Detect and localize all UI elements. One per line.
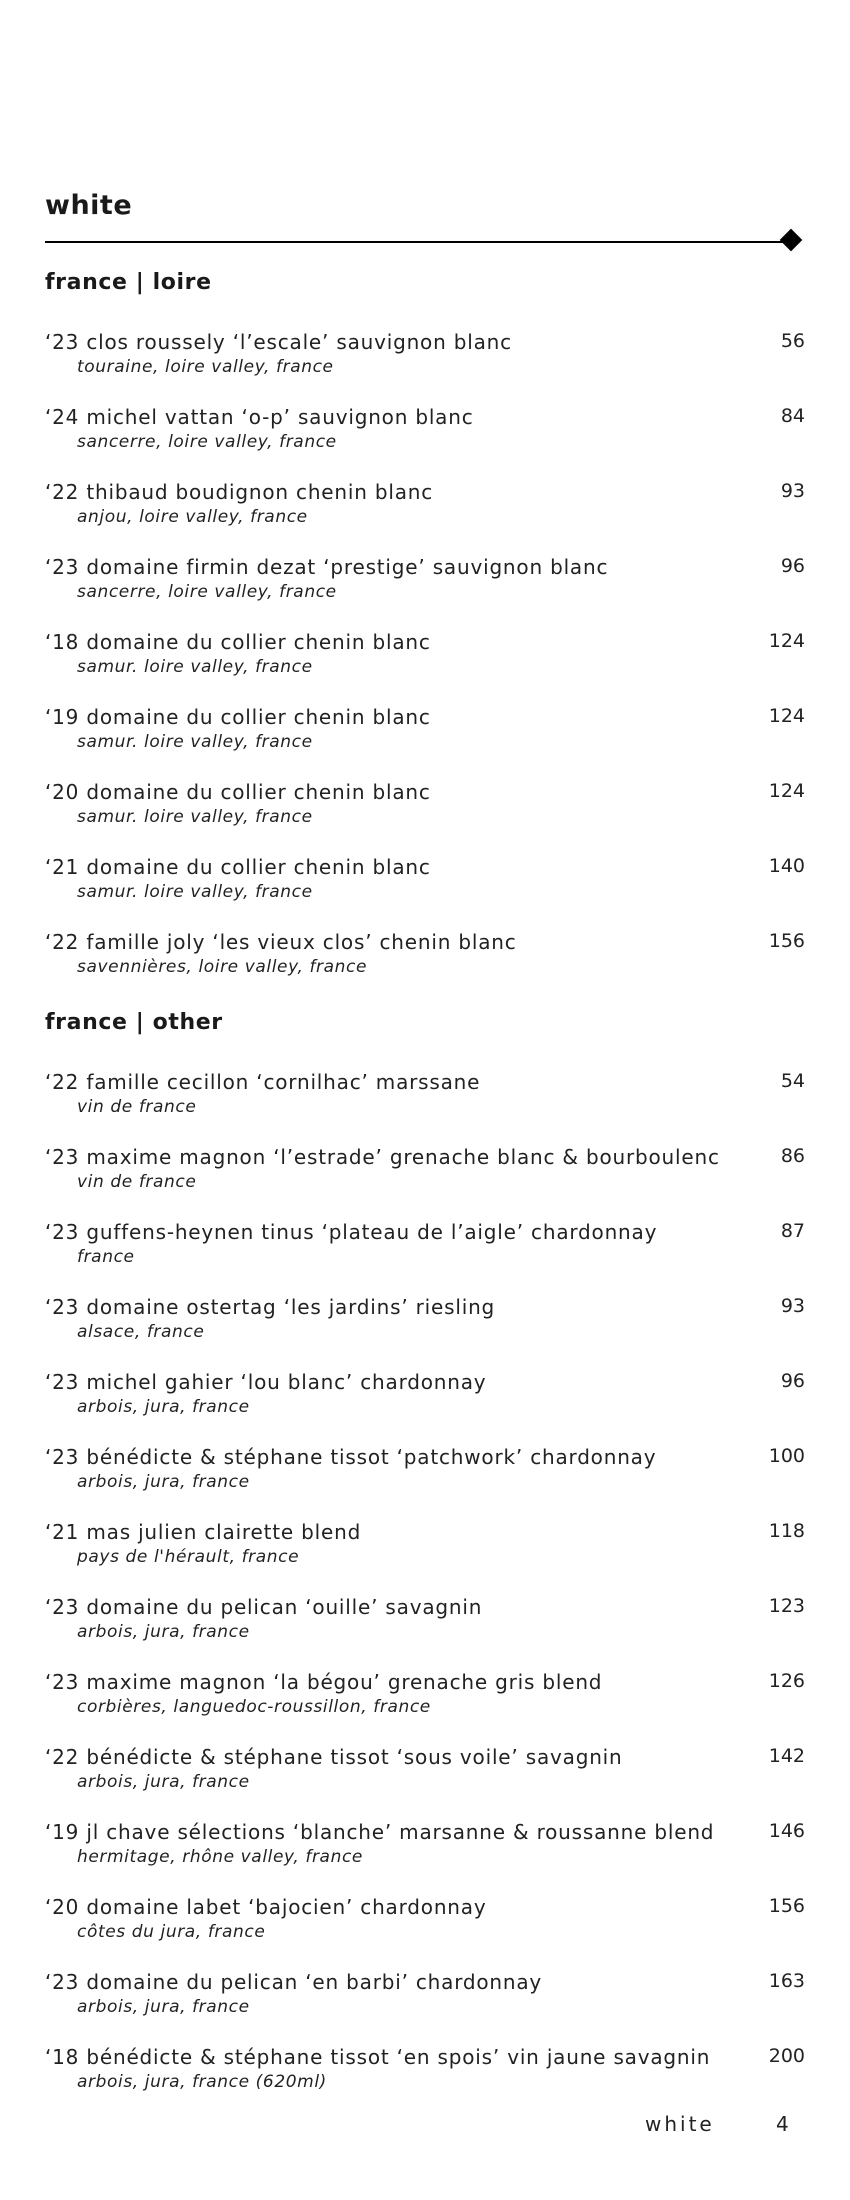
diamond-ornament-icon: [780, 229, 803, 252]
wine-name: ‘18 domaine du collier chenin blanc: [45, 630, 431, 654]
wine-entry: [45, 1220, 805, 1276]
wine-name: ‘19 jl chave sélections ‘blanche’ marsanne & roussanne blend: [45, 1820, 715, 1844]
wine-origin: touraine, loire valley, france: [77, 357, 334, 377]
wine-entry: [45, 1595, 805, 1651]
wine-name: ‘22 famille cecillon ‘cornilhac’ marssane: [45, 1070, 481, 1094]
section-divider: [45, 241, 785, 243]
wine-origin: samur. loire valley, france: [77, 882, 313, 902]
wine-entry: [45, 1070, 805, 1126]
wine-origin: samur. loire valley, france: [77, 807, 313, 827]
wine-price: 200: [768, 2045, 805, 2067]
wine-entry: [45, 1445, 805, 1501]
wine-name: ‘18 bénédicte & stéphane tissot ‘en spois’ vin jaune savagnin: [45, 2045, 711, 2069]
wine-price: 142: [768, 1745, 805, 1767]
wine-price: 54: [780, 1070, 805, 1092]
wine-name: ‘24 michel vattan ‘o-p’ sauvignon blanc: [45, 405, 474, 429]
wine-name: ‘21 mas julien clairette blend: [45, 1520, 362, 1544]
wine-price: 96: [780, 1370, 805, 1392]
wine-origin: savennières, loire valley, france: [77, 957, 368, 977]
wine-name: ‘23 domaine ostertag ‘les jardins’ riesling: [45, 1295, 496, 1319]
wine-name: ‘22 famille joly ‘les vieux clos’ chenin blanc: [45, 930, 517, 954]
wine-entry: [45, 1145, 805, 1201]
wine-origin: arbois, jura, france (620ml): [77, 2072, 327, 2092]
wine-price: 156: [768, 1895, 805, 1917]
wine-entry: [45, 1295, 805, 1351]
wine-price: 93: [780, 1295, 805, 1317]
wine-name: ‘22 bénédicte & stéphane tissot ‘sous voile’ savagnin: [45, 1745, 623, 1769]
wine-name: ‘23 michel gahier ‘lou blanc’ chardonnay: [45, 1370, 487, 1394]
wine-origin: pays de l'hérault, france: [77, 1547, 300, 1567]
wine-price: 93: [780, 480, 805, 502]
wine-name: ‘23 domaine firmin dezat ‘prestige’ sauvignon blanc: [45, 555, 609, 579]
wine-origin: anjou, loire valley, france: [77, 507, 308, 527]
section-title: white: [45, 190, 133, 221]
wine-entry: [45, 480, 805, 536]
wine-entry: [45, 405, 805, 461]
wine-price: 124: [768, 780, 805, 802]
wine-origin: côtes du jura, france: [77, 1922, 266, 1942]
region-heading: france | loire: [45, 270, 212, 295]
wine-entry: [45, 1520, 805, 1576]
wine-name: ‘23 guffens-heynen tinus ‘plateau de l’aigle’ chardonnay: [45, 1220, 658, 1244]
wine-price: 156: [768, 930, 805, 952]
wine-entry: [45, 2045, 805, 2101]
wine-origin: sancerre, loire valley, france: [77, 582, 337, 602]
wine-entry: [45, 930, 805, 986]
wine-origin: corbières, languedoc-roussillon, france: [77, 1697, 431, 1717]
wine-entry: [45, 555, 805, 611]
wine-origin: hermitage, rhône valley, france: [77, 1847, 363, 1867]
wine-price: 163: [768, 1970, 805, 1992]
wine-entry: [45, 1970, 805, 2026]
wine-entry: [45, 1745, 805, 1801]
wine-price: 87: [780, 1220, 805, 1242]
wine-name: ‘23 domaine du pelican ‘en barbi’ chardonnay: [45, 1970, 543, 1994]
wine-name: ‘20 domaine labet ‘bajocien’ chardonnay: [45, 1895, 487, 1919]
wine-entry: [45, 1670, 805, 1726]
wine-origin: samur. loire valley, france: [77, 732, 313, 752]
wine-origin: france: [77, 1247, 135, 1267]
wine-price: 124: [768, 630, 805, 652]
wine-name: ‘23 maxime magnon ‘l’estrade’ grenache blanc & bourboulenc: [45, 1145, 720, 1169]
wine-name: ‘19 domaine du collier chenin blanc: [45, 705, 431, 729]
wine-entry: [45, 705, 805, 761]
wine-origin: samur. loire valley, france: [77, 657, 313, 677]
wine-price: 124: [768, 705, 805, 727]
wine-price: 96: [780, 555, 805, 577]
wine-origin: vin de france: [77, 1097, 197, 1117]
wine-entry: [45, 1820, 805, 1876]
wine-name: ‘23 domaine du pelican ‘ouille’ savagnin: [45, 1595, 483, 1619]
wine-name: ‘23 maxime magnon ‘la bégou’ grenache gris blend: [45, 1670, 603, 1694]
region-heading: france | other: [45, 1010, 223, 1035]
wine-origin: arbois, jura, france: [77, 1772, 250, 1792]
wine-price: 84: [780, 405, 805, 427]
wine-price: 123: [768, 1595, 805, 1617]
wine-origin: arbois, jura, france: [77, 1622, 250, 1642]
wine-entry: [45, 780, 805, 836]
page-number: 4: [776, 2112, 789, 2136]
wine-origin: sancerre, loire valley, france: [77, 432, 337, 452]
wine-entry: [45, 1895, 805, 1951]
wine-name: ‘23 bénédicte & stéphane tissot ‘patchwork’ chardonnay: [45, 1445, 657, 1469]
wine-origin: arbois, jura, france: [77, 1997, 250, 2017]
wine-price: 146: [768, 1820, 805, 1842]
wine-price: 100: [768, 1445, 805, 1467]
footer-section-label: white: [645, 2112, 715, 2136]
wine-origin: vin de france: [77, 1172, 197, 1192]
wine-entry: [45, 1370, 805, 1426]
wine-origin: arbois, jura, france: [77, 1397, 250, 1417]
wine-origin: alsace, france: [77, 1322, 205, 1342]
wine-name: ‘23 clos roussely ‘l’escale’ sauvignon blanc: [45, 330, 512, 354]
wine-name: ‘21 domaine du collier chenin blanc: [45, 855, 431, 879]
wine-price: 126: [768, 1670, 805, 1692]
wine-origin: arbois, jura, france: [77, 1472, 250, 1492]
wine-name: ‘22 thibaud boudignon chenin blanc: [45, 480, 434, 504]
wine-price: 86: [780, 1145, 805, 1167]
wine-price: 118: [768, 1520, 805, 1542]
wine-price: 140: [768, 855, 805, 877]
wine-entry: [45, 855, 805, 911]
wine-entry: [45, 630, 805, 686]
wine-name: ‘20 domaine du collier chenin blanc: [45, 780, 431, 804]
wine-price: 56: [780, 330, 805, 352]
wine-entry: [45, 330, 805, 386]
